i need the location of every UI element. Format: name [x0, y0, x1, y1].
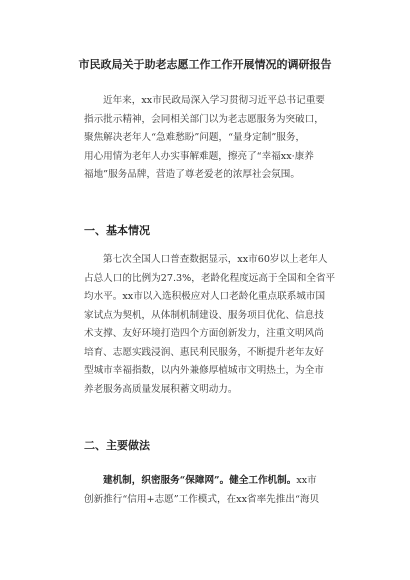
intro-line: 用心用情为老年人办实事解难题，擦亮了“幸福xx·康养: [84, 150, 314, 162]
intro-line: 近年来，xx市民政局深入学习贯彻习近平总书记重要: [103, 95, 325, 106]
section1-line: 家试点为契机，从体制机制建设、服务项目优化、信息技: [84, 309, 324, 321]
section2-lead-bold: 建机制，织密服务“保障网”。健全工作机制。: [103, 475, 297, 486]
document-title: 市民政局关于助老志愿工作工作开展情况的调研报告: [78, 58, 332, 71]
section-heading-practices: 二、主要做法: [84, 439, 150, 452]
section1-line: 型城市幸福指数，以内外兼修厚植城市文明热土，为全市: [84, 365, 324, 376]
section1-line: 占总人口的比例为27.3%，老龄化程度远高于全国和全省平: [84, 272, 336, 284]
section1-line: 养老服务高质量发展积蓄文明动力。: [84, 383, 238, 395]
section1-line: 培育、志愿实践浸润、惠民利民服务，不断提升老年友好: [84, 346, 324, 358]
section1-line: 术支撑、友好环境打造四个方面创新发力，注重文明风尚: [84, 328, 324, 339]
section1-line: 均水平。xx市以入选积极应对人口老龄化重点联系城市国: [84, 291, 326, 302]
section1-paragraph: [84, 251, 346, 399]
intro-line: 聚焦解决老年人“急难愁盼”问题，“量身定制”服务，: [84, 132, 306, 143]
section2-paragraph: [84, 472, 346, 509]
intro-line: 指示批示精神，会同相关部门以为老志愿服务为突破口，: [84, 113, 324, 125]
section2-line: [84, 472, 346, 491]
intro-paragraph: [84, 92, 346, 185]
section-heading-basic: 一、基本情况: [84, 224, 150, 237]
intro-line: 福地”服务品牌，营造了尊老爱老的浓厚社会氛围。: [84, 169, 300, 180]
section1-line: 第七次全国人口普查数据显示，xx市60岁以上老年人: [103, 254, 328, 265]
section2-line: 创新推行“信用+志愿”工作模式，在xx省率先推出“海贝: [84, 493, 320, 505]
section2-lead-tail: xx市: [296, 475, 317, 486]
